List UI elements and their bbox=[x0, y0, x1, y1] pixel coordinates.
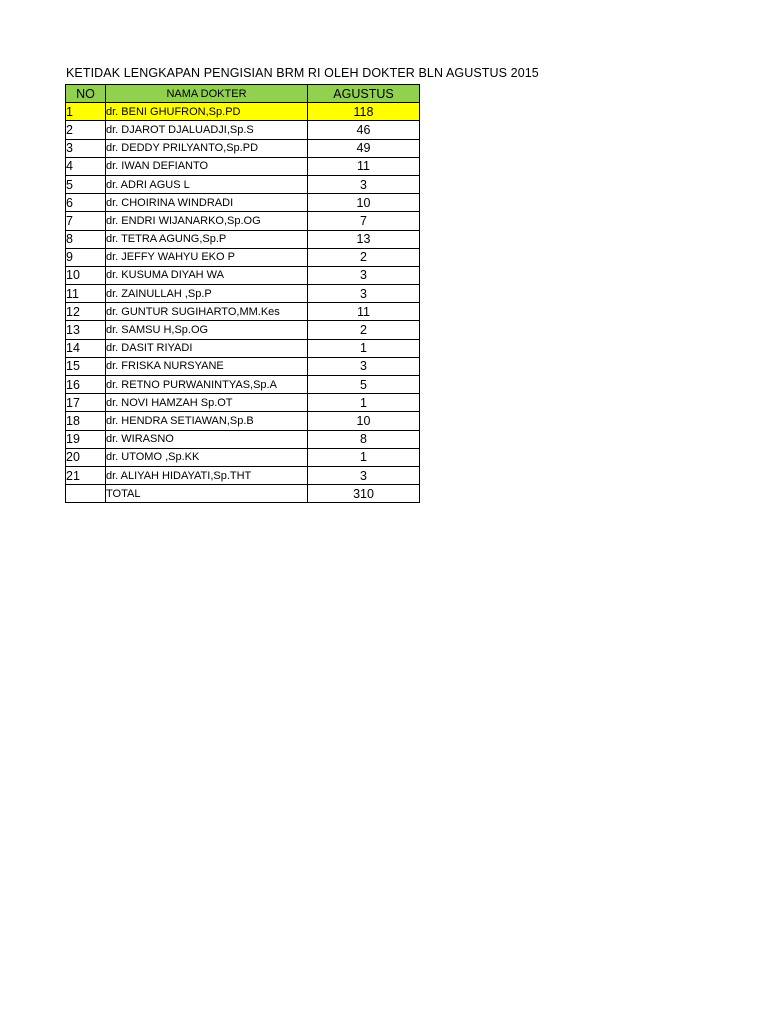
doctor-name: dr. SAMSU H,Sp.OG bbox=[106, 321, 308, 339]
row-number: 6 bbox=[66, 194, 106, 212]
table-row bbox=[66, 412, 420, 430]
doctor-name: dr. WIRASNO bbox=[106, 430, 308, 448]
doctor-name: dr. FRISKA NURSYANE bbox=[106, 357, 308, 375]
row-number: 2 bbox=[66, 121, 106, 139]
table-row bbox=[66, 103, 420, 121]
row-value: 2 bbox=[308, 321, 420, 339]
table-row bbox=[66, 357, 420, 375]
row-number: 18 bbox=[66, 412, 106, 430]
doctor-name: dr. HENDRA SETIAWAN,Sp.B bbox=[106, 412, 308, 430]
table-row bbox=[66, 230, 420, 248]
table-row bbox=[66, 303, 420, 321]
row-value: 1 bbox=[308, 448, 420, 466]
total-value: 310 bbox=[308, 485, 420, 503]
row-number: 1 bbox=[66, 103, 106, 121]
doctor-table bbox=[65, 84, 420, 503]
doctor-name: dr. CHOIRINA WINDRADI bbox=[106, 194, 308, 212]
table-row bbox=[66, 121, 420, 139]
row-value: 11 bbox=[308, 303, 420, 321]
row-number: 17 bbox=[66, 394, 106, 412]
row-value: 10 bbox=[308, 412, 420, 430]
doctor-name: dr. DJAROT DJALUADJI,Sp.S bbox=[106, 121, 308, 139]
total-row bbox=[66, 485, 420, 503]
report-title: KETIDAK LENGKAPAN PENGISIAN BRM RI OLEH DOKTER BLN AGUSTUS 2015 bbox=[66, 66, 539, 80]
row-value: 10 bbox=[308, 194, 420, 212]
table-row bbox=[66, 285, 420, 303]
doctor-name: dr. NOVI HAMZAH Sp.OT bbox=[106, 394, 308, 412]
table-row bbox=[66, 376, 420, 394]
header-name: NAMA DOKTER bbox=[106, 85, 308, 103]
row-value: 3 bbox=[308, 266, 420, 284]
row-number: 11 bbox=[66, 285, 106, 303]
row-value: 13 bbox=[308, 230, 420, 248]
row-number: 9 bbox=[66, 248, 106, 266]
row-number: 19 bbox=[66, 430, 106, 448]
doctor-name: dr. IWAN DEFIANTO bbox=[106, 157, 308, 175]
row-number: 7 bbox=[66, 212, 106, 230]
row-value: 11 bbox=[308, 157, 420, 175]
doctor-name: dr. KUSUMA DIYAH WA bbox=[106, 266, 308, 284]
row-value: 3 bbox=[308, 175, 420, 193]
row-number: 3 bbox=[66, 139, 106, 157]
table-row bbox=[66, 430, 420, 448]
doctor-name: dr. TETRA AGUNG,Sp.P bbox=[106, 230, 308, 248]
row-value: 3 bbox=[308, 357, 420, 375]
doctor-name: dr. GUNTUR SUGIHARTO,MM.Kes bbox=[106, 303, 308, 321]
row-number: 4 bbox=[66, 157, 106, 175]
table-row bbox=[66, 339, 420, 357]
row-value: 5 bbox=[308, 376, 420, 394]
doctor-name: dr. ENDRI WIJANARKO,Sp.OG bbox=[106, 212, 308, 230]
row-number: 16 bbox=[66, 376, 106, 394]
row-number: 20 bbox=[66, 448, 106, 466]
table-row bbox=[66, 321, 420, 339]
row-number: 10 bbox=[66, 266, 106, 284]
total-number bbox=[66, 485, 106, 503]
row-value: 46 bbox=[308, 121, 420, 139]
doctor-name: dr. ZAINULLAH ,Sp.P bbox=[106, 285, 308, 303]
doctor-name: dr. JEFFY WAHYU EKO P bbox=[106, 248, 308, 266]
table-row bbox=[66, 466, 420, 484]
row-number: 15 bbox=[66, 357, 106, 375]
table-row bbox=[66, 157, 420, 175]
row-value: 8 bbox=[308, 430, 420, 448]
doctor-name: dr. ALIYAH HIDAYATI,Sp.THT bbox=[106, 466, 308, 484]
row-value: 118 bbox=[308, 103, 420, 121]
row-value: 1 bbox=[308, 339, 420, 357]
doctor-name: dr. DASIT RIYADI bbox=[106, 339, 308, 357]
table-row bbox=[66, 448, 420, 466]
table-row bbox=[66, 248, 420, 266]
row-number: 21 bbox=[66, 466, 106, 484]
doctor-name: dr. UTOMO ,Sp.KK bbox=[106, 448, 308, 466]
row-value: 1 bbox=[308, 394, 420, 412]
total-label: TOTAL bbox=[106, 485, 308, 503]
row-number: 5 bbox=[66, 175, 106, 193]
header-row bbox=[66, 85, 420, 103]
table-row bbox=[66, 175, 420, 193]
header-month: AGUSTUS bbox=[308, 85, 420, 103]
row-number: 13 bbox=[66, 321, 106, 339]
table-body bbox=[66, 103, 420, 485]
row-value: 2 bbox=[308, 248, 420, 266]
row-value: 3 bbox=[308, 285, 420, 303]
table-row bbox=[66, 266, 420, 284]
row-value: 7 bbox=[308, 212, 420, 230]
table-row bbox=[66, 212, 420, 230]
row-number: 14 bbox=[66, 339, 106, 357]
doctor-name: dr. DEDDY PRILYANTO,Sp.PD bbox=[106, 139, 308, 157]
doctor-name: dr. BENI GHUFRON,Sp.PD bbox=[106, 103, 308, 121]
row-value: 49 bbox=[308, 139, 420, 157]
row-value: 3 bbox=[308, 466, 420, 484]
table-row bbox=[66, 394, 420, 412]
doctor-name: dr. RETNO PURWANINTYAS,Sp.A bbox=[106, 376, 308, 394]
row-number: 8 bbox=[66, 230, 106, 248]
table-row bbox=[66, 194, 420, 212]
doctor-name: dr. ADRI AGUS L bbox=[106, 175, 308, 193]
header-no: NO bbox=[66, 85, 106, 103]
row-number: 12 bbox=[66, 303, 106, 321]
table-row bbox=[66, 139, 420, 157]
